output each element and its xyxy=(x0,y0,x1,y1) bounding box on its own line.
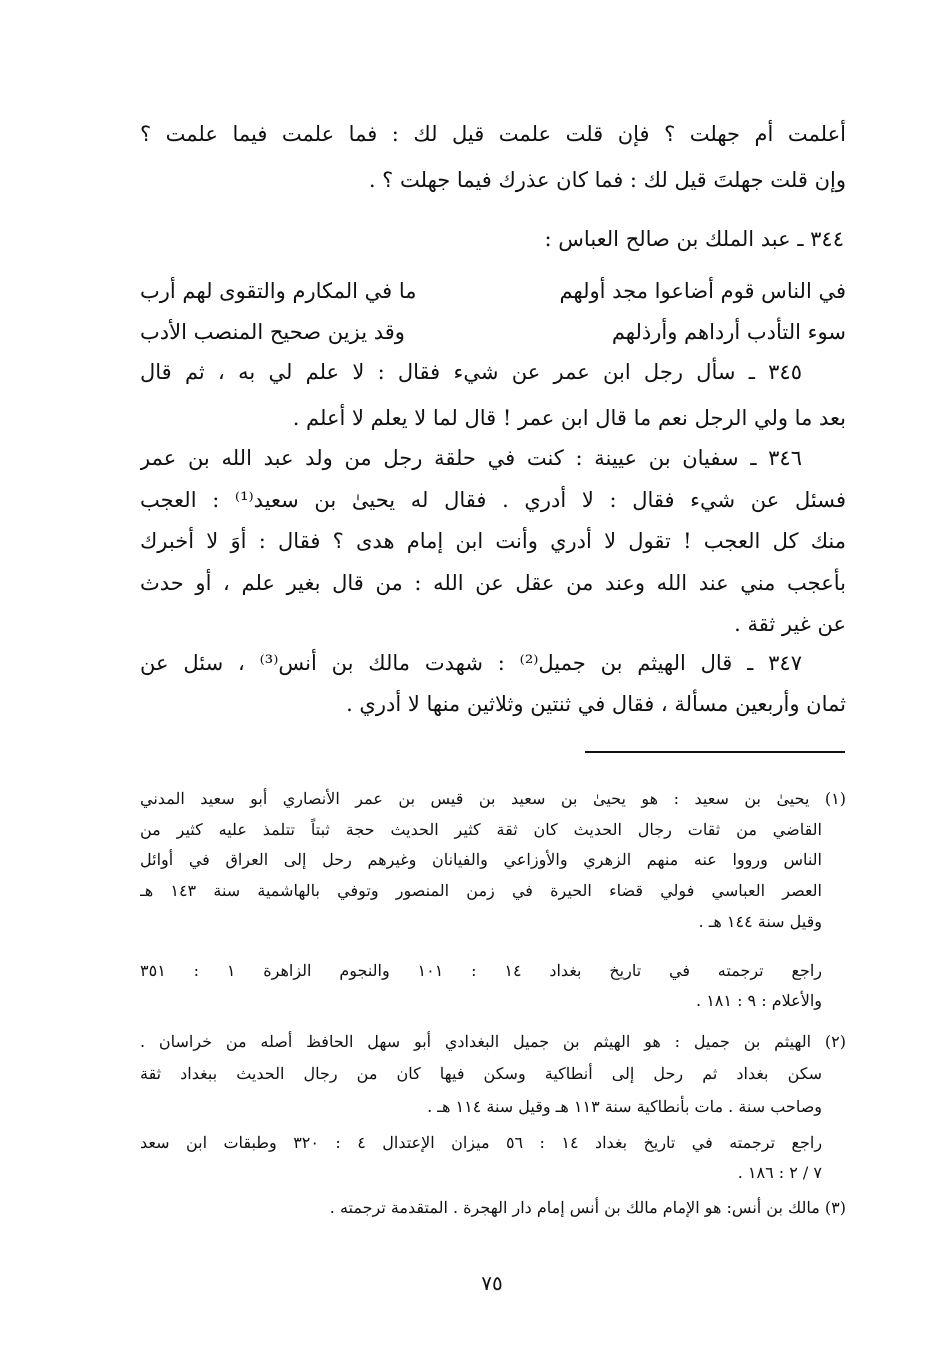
entry-346-line-1: ٣٤٦ ـ سفيان بن عيينة : كنت في حلقة رجل من ولد عبد الله بن عمر xyxy=(140,446,802,470)
footnote-1-line-5: وقيل سنة ١٤٤ هـ . xyxy=(698,912,822,931)
footnote-2-line-2: سكن بغداد ثم رحل إلى أنطاكية وسكن فيها كان من رجال الحديث ببغداد ثقة xyxy=(140,1064,822,1083)
poem-verse-2 xyxy=(140,312,846,352)
entry-346-line-4: بأعجب مني عند الله وعند من عقل عن الله : من قال بغير علم ، أو حدث xyxy=(140,571,846,595)
footnote-separator xyxy=(585,751,845,753)
footnote-1-line-2: القاضي من ثقات رجال الحديث كان ثقة كثير الحديث حجة ثبتاً تتلمذ عليه كثير من xyxy=(140,820,822,839)
poem-verse-2-first-half: سوء التأدب أرداهم وأرذلهم xyxy=(611,320,846,344)
entry-346-line-5: عن غير ثقة . xyxy=(734,612,846,636)
footnote-2-line-3: وصاحب سنة . مات بأنطاكية سنة ١١٣ هـ وقيل سنة ١١٤ هـ . xyxy=(427,1097,822,1116)
poem-verse-1-second-half: ما في المكارم والتقوى لهم أرب xyxy=(140,279,417,303)
footnote-1-line-1: (١) يحيىٰ بن سعيد : هو يحيىٰ بن سعيد بن قيس بن عمر الأنصاري أبو سعيد المدني xyxy=(140,789,846,808)
footnote-1-line-4: العصر العباسي فولي قضاء الحيرة في زمن المنصور وتوفي بالهاشمية سنة ١٤٣ هـ xyxy=(140,881,823,900)
page-number: ٧٥ xyxy=(481,1271,503,1295)
entry-346-line-2: فسئل عن شيء فقال : لا أدري . فقال له يحيىٰ بن سعيد⁽¹⁾ : العجب xyxy=(140,488,846,512)
entry-347-line-2: ثمان وأربعين مسألة ، فقال في ثنتين وثلاثين منها لا أدري . xyxy=(346,692,846,716)
footnote-1-line-3: الناس ورووا عنه منهم الزهري والأوزاعي والفيانان وغيرهم رحل إلى العراق في أوائل xyxy=(140,850,822,869)
poem-verse-1-first-half: في الناس قوم أضاعوا مجد أولهم xyxy=(559,279,846,303)
footnote-2-line-1: (٢) الهيثم بن جميل : هو الهيثم بن جميل البغدادي أبو سهل الحافظ أصله من خراسان . xyxy=(140,1032,846,1051)
footnote-2-reference-line-1: راجع ترجمته في تاريخ بغداد ١٤ : ٥٦ ميزان الإعتدال ٤ : ٣٢٠ وطبقات ابن سعد xyxy=(140,1133,823,1152)
entry-344-heading: ٣٤٤ ـ عبد الملك بن صالح العباس : xyxy=(544,227,844,251)
entry-346-line-3: منك كل العجب ! تقول لا أدري وأنت ابن إمام هدى ؟ فقال : أوَ لا أخبرك xyxy=(140,529,846,553)
entry-347-line-1: ٣٤٧ ـ قال الهيثم بن جميل⁽²⁾ : شهدت مالك بن أنس⁽³⁾ ، سئل عن xyxy=(140,651,802,675)
footnote-1-reference-line-1: راجع ترجمته في تاريخ بغداد ١٤ : ١٠١ والنجوم الزاهرة ١ : ٣٥١ xyxy=(140,961,823,980)
entry-345-line-2: بعد ما ولي الرجل نعم ما قال ابن عمر ! قال لما لا يعلم لا أعلم . xyxy=(292,406,846,430)
poem-verse-2-second-half: وقد يزين صحيح المنصب الأدب xyxy=(140,320,405,344)
intro-line-1: أعلمت أم جهلت ؟ فإن قلت علمت قيل لك : فما علمت فيما علمت ؟ xyxy=(140,122,846,146)
footnote-2-reference-line-2: ٧ / ٢ : ١٨٦ . xyxy=(737,1163,822,1182)
intro-line-2: وإن قلت جهلتَ قيل لك : فما كان عذرك فيما جهلت ؟ . xyxy=(368,168,846,192)
footnote-3-line-1: (٣) مالك بن أنس: هو الإمام مالك بن أنس إمام دار الهجرة . المتقدمة ترجمته . xyxy=(329,1198,846,1217)
footnote-1-reference-line-2: والأعلام : ٩ : ١٨١ . xyxy=(696,991,822,1010)
entry-345-line-1: ٣٤٥ ـ سأل رجل ابن عمر عن شيء فقال : لا علم لي به ، ثم قال xyxy=(140,360,802,384)
poem-verse-1 xyxy=(140,271,846,311)
